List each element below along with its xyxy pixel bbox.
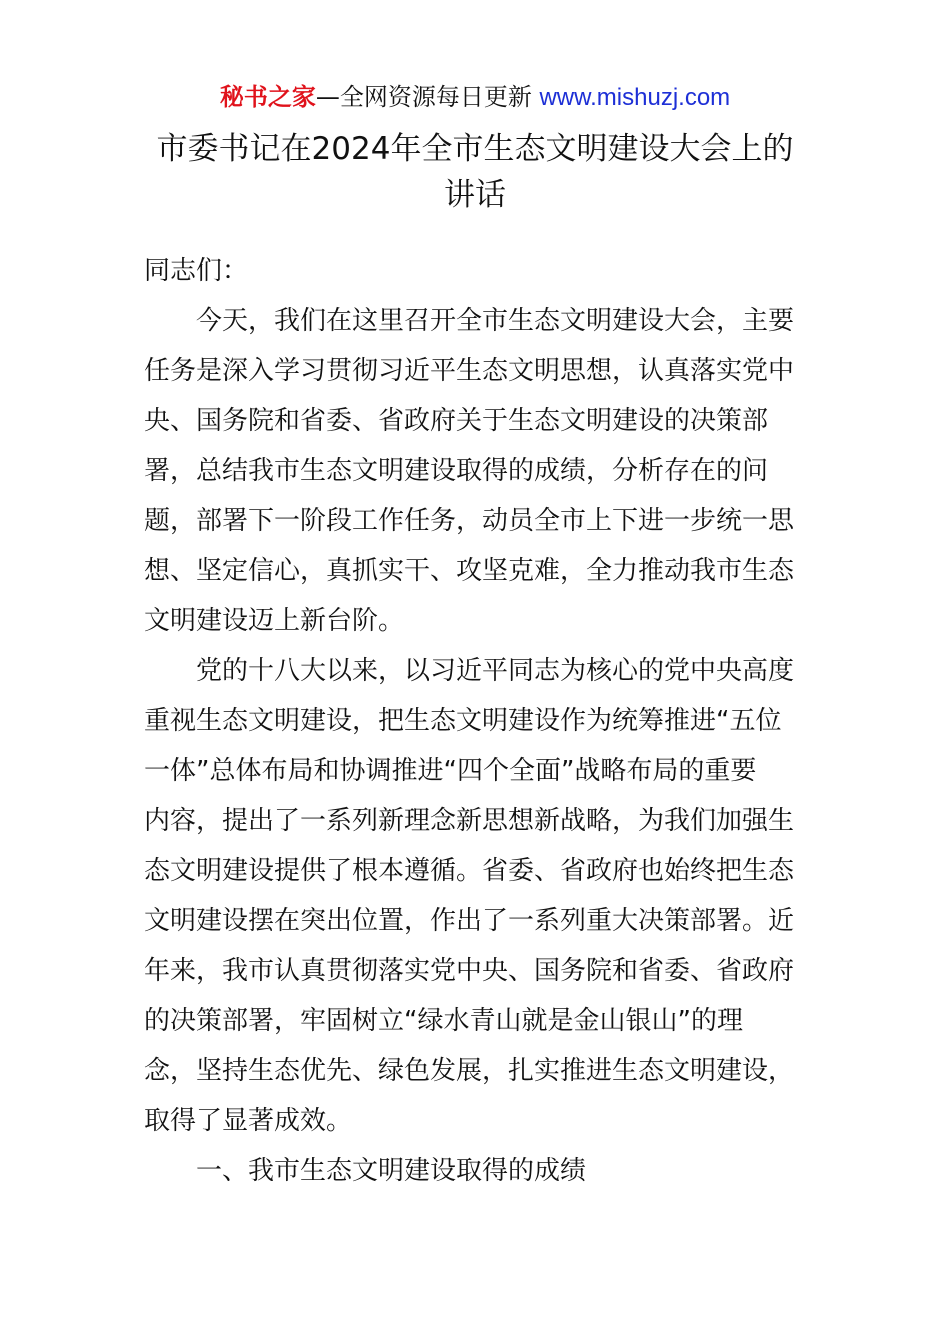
section-heading: 一、我市生态文明建设取得的成绩: [196, 1156, 587, 1186]
speech-body: [144, 246, 814, 1196]
paragraph-1-line: 央、国务院和省委、省政府关于生态文明建设的决策部: [144, 406, 769, 436]
paragraph-1-line: 题，部署下一阶段工作任务，动员全市上下进一步统一思: [144, 506, 795, 536]
title-line-2: 讲话: [444, 177, 506, 213]
paragraph-2-line: 内容，提出了一系列新理念新思想新战略，为我们加强生: [144, 806, 795, 836]
paragraph-2-line: 党的十八大以来，以习近平同志为核心的党中央高度: [196, 656, 795, 686]
title-line-1: 市委书记在2024年全市生态文明建设大会上的: [156, 131, 794, 167]
paragraph-2-line: 的决策部署，牢固树立“绿水青山就是金山银山”的理: [144, 1006, 743, 1036]
brand-name: 秘书之家: [219, 83, 316, 111]
paragraph-2-line: 年来，我市认真贯彻落实党中央、国务院和省委、省政府: [144, 956, 795, 986]
paragraph-1-line: 文明建设迈上新台阶。: [144, 606, 405, 636]
header-tagline: —全网资源每日更新: [315, 83, 532, 111]
document-title: [100, 126, 850, 218]
site-url-link[interactable]: www.mishuzj.com: [539, 84, 731, 111]
paragraph-1-line: 今天，我们在这里召开全市生态文明建设大会，主要: [196, 306, 795, 336]
paragraph-1-line: 任务是深入学习贯彻习近平生态文明思想，认真落实党中: [144, 356, 795, 386]
paragraph-1-line: 署，总结我市生态文明建设取得的成绩，分析存在的问: [144, 456, 769, 486]
paragraph-2-line: 取得了显著成效。: [144, 1106, 353, 1136]
paragraph-1-line: 想、坚定信心，真抓实干、攻坚克难，全力推动我市生态: [144, 556, 795, 586]
paragraph-2-line: 一体”总体布局和协调推进“四个全面”战略布局的重要: [144, 756, 757, 786]
paragraph-2-line: 文明建设摆在突出位置，作出了一系列重大决策部署。近: [144, 906, 795, 936]
paragraph-2-line: 重视生态文明建设，把生态文明建设作为统筹推进“五位: [144, 706, 782, 736]
site-header: [0, 80, 950, 115]
paragraph-2-line: 念，坚持生态优先、绿色发展，扎实推进生态文明建设，: [144, 1056, 795, 1086]
salutation: 同志们：: [144, 256, 249, 286]
paragraph-2-line: 态文明建设提供了根本遵循。省委、省政府也始终把生态: [144, 856, 795, 886]
